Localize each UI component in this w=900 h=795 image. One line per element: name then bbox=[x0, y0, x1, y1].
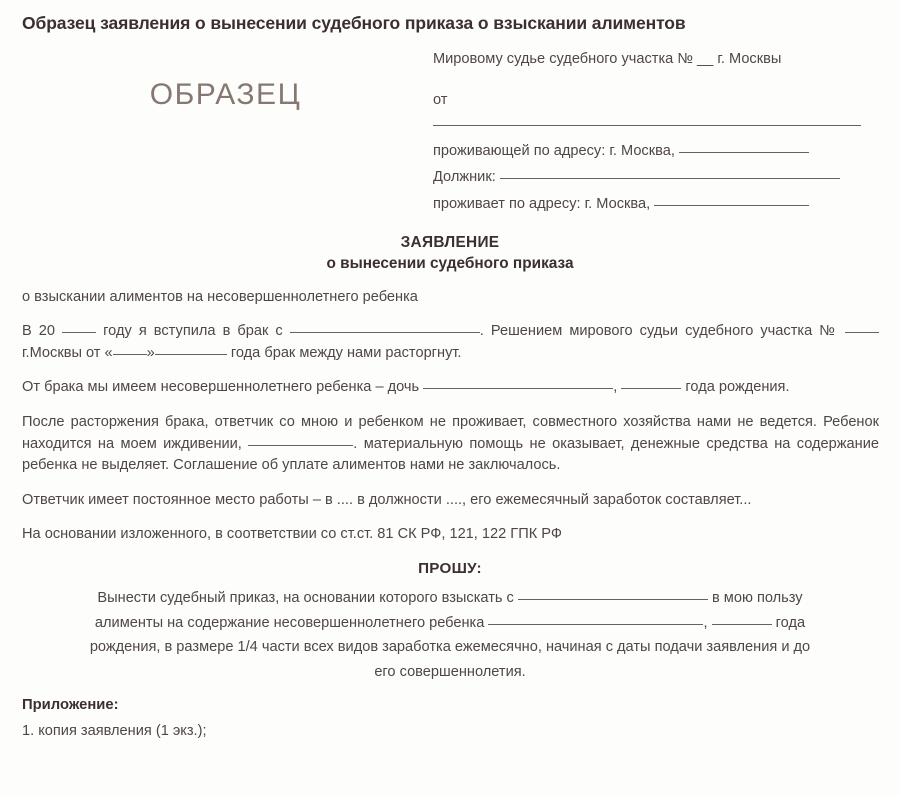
petition-line-1 bbox=[32, 587, 868, 610]
heading-zayavlenie: ЗАЯВЛЕНИЕ bbox=[400, 233, 500, 251]
addressee-name-blank-line bbox=[433, 117, 882, 132]
p1-text-f: года брак между нами расторгнут. bbox=[230, 344, 462, 361]
debtor-residence-line bbox=[433, 197, 882, 212]
p1-text-e: » bbox=[146, 344, 155, 361]
heading-request: ПРОШУ: bbox=[418, 559, 482, 577]
blank-rule-court-district[interactable] bbox=[845, 332, 879, 333]
addressee-residence-label: проживающей по адресу: г. Москва, bbox=[433, 142, 675, 159]
addressee-residence-line bbox=[433, 144, 882, 159]
p2-text-a: От брака мы имеем несовершеннолетнего ребенка – дочь bbox=[22, 379, 420, 396]
sample-watermark: ОБРАЗЕЦ bbox=[149, 78, 302, 111]
blank-rule-debtor-name[interactable] bbox=[500, 178, 840, 179]
document-body bbox=[18, 287, 882, 546]
watermark-column bbox=[18, 50, 433, 112]
paragraph-child bbox=[22, 377, 879, 399]
addressee-block bbox=[433, 50, 882, 212]
blank-rule-month[interactable] bbox=[155, 354, 227, 355]
p5-text: На основании изложенного, в соответствии со ст.ст. 81 СК РФ, 121, 122 ГПК РФ bbox=[22, 526, 562, 543]
blank-rule-day[interactable] bbox=[113, 354, 147, 355]
blank-rule-collect-from[interactable] bbox=[518, 599, 708, 600]
blank-rule-respondent[interactable] bbox=[248, 445, 353, 446]
p1-text-d: г.Москвы от « bbox=[22, 344, 113, 361]
page-title: Образец заявления о вынесении судебного приказа о взыскании алиментов bbox=[22, 13, 686, 33]
petition-text-3: рождения, в размере 1/4 части всех видов заработка ежемесячно, начиная с даты подачи заявления и до bbox=[89, 639, 811, 656]
p1-text-a: В 20 bbox=[22, 323, 56, 340]
petition-block bbox=[18, 587, 882, 683]
blank-rule-spouse-name[interactable] bbox=[290, 332, 480, 333]
petition-text-2b: , bbox=[703, 614, 708, 631]
paragraph-employment bbox=[22, 490, 879, 512]
paragraph-marriage bbox=[22, 321, 879, 364]
blank-rule-applicant-address[interactable] bbox=[679, 152, 809, 153]
addressee-court-text: Мировому судье судебного участка № __ г. Москвы bbox=[433, 51, 782, 67]
petition-line-3 bbox=[32, 636, 868, 659]
heading-subtitle: о вынесении судебного приказа bbox=[326, 254, 574, 272]
blank-rule-child-support-name[interactable] bbox=[488, 624, 703, 625]
subject-text: о взыскании алиментов на несовершеннолетнего ребенка bbox=[22, 288, 418, 305]
p4-text: Ответчик имеет постоянное место работы – в .... в должности ...., его ежемесячный заработок составляет... bbox=[22, 491, 752, 508]
header-row bbox=[18, 50, 882, 212]
p2-text-c: года рождения. bbox=[685, 379, 790, 396]
blank-rule-year[interactable] bbox=[62, 332, 96, 333]
p1-text-c: . Решением мирового судьи судебного участка № bbox=[479, 323, 838, 340]
addressee-from-line bbox=[433, 93, 882, 108]
petition-line-4 bbox=[32, 661, 868, 684]
debtor-label: Должник: bbox=[433, 169, 496, 186]
blank-rule-child-name[interactable] bbox=[423, 388, 613, 389]
p3-text-a: После расторжения брака, ответчик со мною и ребенком не проживает, совместного хозяйства нами не ведется. Ребенок находится на моем иждивении, bbox=[22, 413, 879, 452]
blank-rule-debtor-address[interactable] bbox=[654, 205, 809, 206]
petition-text-1a: Вынести судебный приказ, на основании которого взыскать с bbox=[97, 589, 514, 606]
document-headings bbox=[18, 234, 882, 273]
petition-text-2c: года bbox=[775, 614, 806, 631]
debtor-line bbox=[433, 170, 882, 185]
addressee-from-label: от bbox=[433, 91, 448, 108]
p1-text-b: году я вступила в брак с bbox=[103, 323, 283, 340]
p2-text-b: , bbox=[613, 379, 618, 396]
paragraph-after-divorce bbox=[22, 412, 879, 477]
appendix-heading: Приложение: bbox=[22, 697, 119, 714]
petition-line-2 bbox=[32, 612, 868, 635]
petition-text-2a: алименты на содержание несовершеннолетнего ребенка bbox=[94, 614, 485, 631]
blank-rule-support-birthyear[interactable] bbox=[712, 624, 772, 625]
p3-text-b: . материальную помощь не оказывает, денежные средства на содержание ребенка не выделяет. Соглашение об уплате алиментов нами не заключалось. bbox=[22, 435, 879, 474]
appendix-item-1: 1. копия заявления (1 экз.); bbox=[22, 723, 207, 740]
petition-text-4: его совершеннолетия. bbox=[374, 663, 526, 680]
petition-text-1b: в мою пользу bbox=[711, 589, 803, 606]
paragraph-subject bbox=[22, 287, 879, 309]
blank-rule-applicant-name[interactable] bbox=[433, 125, 861, 126]
addressee-court-line bbox=[433, 52, 882, 67]
paragraph-legal-basis bbox=[22, 524, 879, 546]
blank-rule-child-birthyear[interactable] bbox=[621, 388, 681, 389]
debtor-residence-label: проживает по адресу: г. Москва, bbox=[433, 195, 651, 212]
